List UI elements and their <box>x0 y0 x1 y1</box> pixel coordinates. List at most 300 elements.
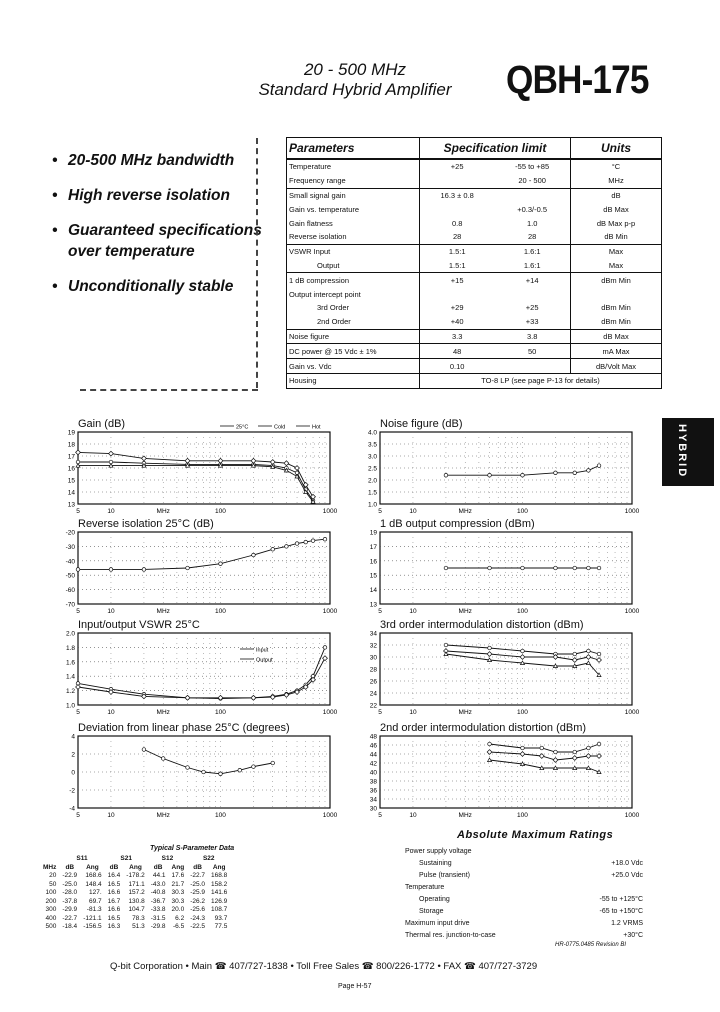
spec-cell: Gain vs. Vdc <box>287 359 420 374</box>
plot-frame <box>78 432 330 504</box>
frequency-range-heading: 20 - 500 MHz <box>303 60 407 79</box>
spec-cell <box>494 359 570 374</box>
y-tick-label: 42 <box>369 760 377 768</box>
series-line <box>78 452 313 496</box>
sparam-cell: 44.1 <box>152 872 166 879</box>
chart-plot <box>54 733 338 824</box>
spec-cell: +0.3/-0.5 <box>517 204 548 214</box>
feature-item: • 20-500 MHz bandwidth <box>52 150 262 171</box>
sparam-cell: -6.5 <box>173 923 185 930</box>
data-point <box>444 473 448 477</box>
sparam-row <box>40 915 230 924</box>
y-tick-label: 36 <box>369 787 377 795</box>
spec-cell: +25 <box>420 159 495 174</box>
spec-cell: Max <box>571 244 662 258</box>
spec-cell <box>494 287 570 301</box>
spec-row <box>287 244 662 258</box>
sparam-cell: 16.4 <box>107 872 121 879</box>
feature-list <box>52 150 262 311</box>
data-point <box>520 752 525 757</box>
y-tick-label: -30 <box>65 543 75 551</box>
chart-plot <box>356 429 640 520</box>
data-point <box>202 770 206 774</box>
sparam-col-header: dB <box>109 863 119 871</box>
spec-cell: -55 to +85 <box>515 162 550 172</box>
x-tick-label: 5 <box>76 608 80 615</box>
x-tick-label: MHz <box>156 709 170 716</box>
sparam-cell: -31.5 <box>150 914 166 922</box>
x-tick-label: 10 <box>107 812 115 819</box>
x-tick-label: 10 <box>409 508 417 515</box>
data-point <box>311 539 315 543</box>
data-point <box>185 695 190 700</box>
spec-row <box>287 359 662 374</box>
spec-row <box>287 202 662 216</box>
sparam-cell: -29.8 <box>150 923 166 930</box>
series-line <box>78 466 313 502</box>
sparam-cell: -36.7 <box>150 897 166 905</box>
spec-cell: Output intercept point <box>289 289 361 299</box>
spec-cell: 20 - 500 <box>518 176 546 186</box>
sparam-cell: -43.0 <box>150 880 166 888</box>
x-tick-label: 1000 <box>322 709 338 716</box>
abs-max-row <box>405 894 643 906</box>
y-tick-label: 16 <box>67 465 75 473</box>
y-tick-label: 15 <box>369 572 377 580</box>
abs-max-label: Temperature <box>405 884 445 891</box>
data-point <box>109 451 114 456</box>
sparam-cell: 30.3 <box>171 889 185 896</box>
series-line <box>490 760 600 772</box>
y-tick-label: 19 <box>369 529 377 537</box>
series-line <box>78 658 325 698</box>
sparam-cell: 158.2 <box>211 880 228 888</box>
x-tick-label: 5 <box>76 812 80 819</box>
y-tick-label: -70 <box>65 601 75 609</box>
abs-max-label: Power supply voltage <box>405 848 472 855</box>
spec-cell: mA Max <box>571 344 662 359</box>
y-tick-label: 38 <box>369 778 377 786</box>
sparam-cell: 16.6 <box>107 906 121 913</box>
spec-row <box>287 259 662 273</box>
data-point <box>573 566 577 570</box>
sparam-group: S22 <box>202 855 215 862</box>
spec-cell: TO-8 LP (see page P-13 for details) <box>420 373 662 388</box>
y-tick-label: 22 <box>369 702 377 710</box>
data-point <box>553 758 558 763</box>
chart-title: Noise figure (dB) <box>380 418 463 430</box>
data-point <box>323 656 328 661</box>
x-tick-label: MHz <box>156 812 170 819</box>
data-point <box>251 695 256 700</box>
sparam-cell: 69.7 <box>88 897 102 905</box>
data-point <box>142 748 146 752</box>
data-point <box>444 566 448 570</box>
sparam-cell: -121.1 <box>83 914 102 922</box>
y-tick-label: 1.8 <box>65 644 75 652</box>
x-tick-label: MHz <box>458 812 472 819</box>
sparam-cell: 130.8 <box>128 897 145 905</box>
spec-cell: 28 <box>420 230 495 244</box>
y-tick-label: 2.5 <box>367 465 377 473</box>
sparam-col-header: Ang <box>129 863 142 871</box>
x-tick-label: 1000 <box>322 812 338 819</box>
sparam-col-header: Ang <box>212 863 226 871</box>
spec-cell: Reverse isolation <box>289 232 347 242</box>
y-tick-label: 14 <box>369 587 377 595</box>
sparam-group: S12 <box>161 855 174 862</box>
sparam-cell: 126.9 <box>211 897 228 905</box>
sparam-cell: 168.8 <box>211 872 228 879</box>
data-point <box>539 754 544 759</box>
spec-cell: dBm Min <box>571 301 662 315</box>
data-point <box>521 649 525 653</box>
x-tick-label: 1000 <box>624 812 640 819</box>
sparam-cell: 400 <box>45 914 57 922</box>
sparam-cell: 77.5 <box>214 923 228 930</box>
chart-plot <box>356 529 640 620</box>
sparam-cell: -25.0 <box>62 880 78 888</box>
sparam-cell: -40.8 <box>150 889 166 896</box>
sparam-cell: -25.9 <box>190 889 206 896</box>
abs-max-value <box>566 882 643 894</box>
spec-row <box>287 159 662 174</box>
x-tick-label: 5 <box>76 508 80 515</box>
x-tick-label: MHz <box>156 608 170 615</box>
spec-cell: Small signal gain <box>287 188 420 202</box>
y-tick-label: 30 <box>369 654 377 662</box>
chart-plot <box>356 630 640 721</box>
spec-cell: dB Min <box>571 230 662 244</box>
x-tick-label: 100 <box>215 812 226 819</box>
data-point <box>285 545 289 549</box>
data-point <box>323 646 327 650</box>
data-point <box>488 658 492 662</box>
data-point <box>597 742 601 746</box>
data-point <box>488 758 492 762</box>
feature-divider-vertical <box>256 138 258 388</box>
chart-title: Reverse isolation 25°C (dB) <box>78 518 214 530</box>
y-tick-label: 28 <box>369 666 377 674</box>
sparam-cell: -22.9 <box>62 872 78 879</box>
series-line <box>78 647 325 698</box>
data-point <box>161 757 165 761</box>
y-tick-label: -4 <box>69 805 75 813</box>
spec-cell: Gain flatness <box>289 218 333 228</box>
spec-cell <box>420 174 495 188</box>
abs-max-value <box>566 846 643 858</box>
spec-cell: 0.8 <box>420 216 495 230</box>
data-point <box>76 568 80 572</box>
plot-frame <box>380 736 632 808</box>
spec-cell <box>420 202 495 216</box>
chart-title: 2nd order intermodulation distortion (dBm) <box>380 722 587 734</box>
x-tick-label: 10 <box>107 608 115 615</box>
spec-row <box>287 373 662 388</box>
sparam-cell: 16.3 <box>107 923 121 930</box>
x-tick-label: 10 <box>107 709 115 716</box>
chart-plot <box>356 733 640 824</box>
data-point <box>218 458 223 463</box>
data-point <box>488 646 492 650</box>
spec-row <box>287 216 662 230</box>
chart-title: Gain (dB) <box>78 418 126 430</box>
spec-cell: 2nd Order <box>317 317 351 327</box>
abs-max-row <box>405 846 643 858</box>
y-tick-label: 2.0 <box>367 477 377 485</box>
abs-max-label: Storage <box>419 908 444 915</box>
sparam-cell: -26.2 <box>190 897 206 905</box>
sparam-col-header: Ang <box>171 863 185 871</box>
sparam-cell: -81.3 <box>86 906 102 913</box>
x-tick-label: 100 <box>517 709 528 716</box>
data-point <box>597 464 601 468</box>
spec-cell: 16.3 ± 0.8 <box>420 188 495 202</box>
data-point <box>487 652 492 657</box>
spec-table <box>286 137 662 389</box>
abs-max-value: 1.2 VRMS <box>611 920 643 927</box>
sparam-cell: 17.6 <box>171 872 185 879</box>
x-tick-label: 5 <box>378 812 382 819</box>
chart-title: 1 dB output compression (dBm) <box>380 518 535 530</box>
spec-row <box>287 287 662 301</box>
spec-cell: 1.5:1 <box>420 244 495 258</box>
spec-cell: MHz <box>571 174 662 188</box>
x-tick-label: MHz <box>458 608 472 615</box>
sparam-cell: -33.8 <box>150 906 166 913</box>
spec-row <box>287 188 662 202</box>
spec-cell: °C <box>571 159 662 174</box>
data-point <box>109 464 113 468</box>
sparam-row <box>40 881 230 890</box>
sparam-row <box>40 872 230 881</box>
spec-cell: +29 <box>420 301 495 315</box>
y-tick-label: 26 <box>369 678 377 686</box>
y-tick-label: 24 <box>369 690 377 698</box>
data-point <box>573 750 577 754</box>
data-point <box>597 566 601 570</box>
spec-header-parameters: Parameters <box>287 138 420 160</box>
spec-cell: dB Max p-p <box>571 216 662 230</box>
abs-max-value: +25.0 Vdc <box>611 872 643 879</box>
y-tick-label: 2 <box>71 751 75 759</box>
abs-max-row <box>405 882 643 894</box>
chart-plot <box>54 529 338 620</box>
x-tick-label: 10 <box>409 608 417 615</box>
sparam-cell: 20 <box>49 872 57 879</box>
abs-max-row <box>405 858 643 870</box>
contact-footer: Q-bit Corporation • Main ☎ 407/727-1838 • Toll Free Sales ☎ 800/226-1772 • FAX ☎ 407/727-3729 <box>110 961 538 972</box>
data-point <box>186 566 190 570</box>
y-tick-label: 0 <box>71 769 75 777</box>
data-point <box>76 685 81 690</box>
data-point <box>252 765 256 769</box>
legend-label: Output <box>256 657 273 664</box>
abs-max-table <box>405 846 643 942</box>
sparam-cell: -28.0 <box>62 889 78 896</box>
plot-frame <box>78 532 330 604</box>
sparam-cell: 21.7 <box>171 880 185 888</box>
y-tick-label: 18 <box>67 441 75 449</box>
y-tick-label: 1.2 <box>65 688 75 696</box>
data-point <box>573 471 577 475</box>
spec-header-limit: Specification limit <box>420 138 571 160</box>
data-point <box>597 658 602 663</box>
sparam-cell: 141.6 <box>211 889 228 896</box>
sparam-title: Typical S-Parameter Data <box>150 845 235 852</box>
y-tick-label: 17 <box>67 453 75 461</box>
sparam-group: S11 <box>76 855 88 862</box>
x-tick-label: MHz <box>458 508 472 515</box>
abs-max-label: Sustaining <box>419 860 452 867</box>
legend-label: Hot <box>312 424 321 431</box>
x-tick-label: MHz <box>156 508 170 515</box>
sparam-cell: 51.3 <box>132 923 145 930</box>
spec-cell: 1.5:1 <box>420 259 495 273</box>
spec-cell: Output <box>317 260 340 270</box>
sparam-row <box>40 898 230 907</box>
y-tick-label: 1.0 <box>367 501 377 509</box>
x-tick-label: 1000 <box>624 508 640 515</box>
data-point <box>186 766 190 770</box>
sparam-row <box>40 923 230 932</box>
x-tick-label: 100 <box>215 608 226 615</box>
data-point <box>553 664 557 668</box>
sparam-cell: 104.7 <box>128 906 145 913</box>
y-tick-label: 32 <box>369 642 377 650</box>
y-tick-label: 2.0 <box>65 630 75 638</box>
data-point <box>587 649 591 653</box>
legend-label: Input <box>256 647 269 654</box>
x-tick-label: 100 <box>517 812 528 819</box>
x-tick-label: 100 <box>215 709 226 716</box>
abs-max-title: Absolute Maximum Ratings <box>457 829 614 841</box>
y-tick-label: 15 <box>67 477 75 485</box>
spec-cell <box>494 188 570 202</box>
data-point <box>304 540 308 544</box>
y-tick-label: 44 <box>369 751 377 759</box>
spec-cell: 0.10 <box>420 359 495 374</box>
spec-cell: dBm Min <box>571 273 662 287</box>
sparam-cell: -178.2 <box>126 872 145 879</box>
data-point <box>587 566 591 570</box>
abs-max-row <box>405 918 643 930</box>
spec-row <box>287 174 662 188</box>
spec-cell: 28 <box>527 232 537 242</box>
data-point <box>238 768 242 772</box>
sparam-cell: 6.2 <box>175 914 185 922</box>
feature-item: • Unconditionally stable <box>52 276 262 297</box>
document-reference: HR-0775.0485 Revision BI <box>555 942 627 948</box>
data-point <box>487 750 492 755</box>
sparam-table <box>40 855 230 932</box>
y-tick-label: 1.4 <box>65 673 75 681</box>
spec-row <box>287 301 662 315</box>
plot-frame <box>78 633 330 705</box>
sparam-cell: 127. <box>88 889 102 896</box>
data-point <box>586 754 591 759</box>
spec-cell: Frequency range <box>289 176 346 186</box>
y-tick-label: -60 <box>65 587 75 595</box>
y-tick-label: 1.6 <box>65 659 75 667</box>
spec-cell: dB/Volt Max <box>571 359 662 374</box>
spec-cell <box>420 287 495 301</box>
data-point <box>521 566 525 570</box>
data-point <box>540 766 544 770</box>
data-point <box>219 772 223 776</box>
spec-cell: 1.6:1 <box>494 244 570 258</box>
data-point <box>488 742 492 746</box>
spec-cell: Housing <box>287 373 420 388</box>
spec-cell: dB <box>571 188 662 202</box>
y-tick-label: 4 <box>71 733 75 741</box>
chart-title: Input/output VSWR 25°C <box>78 619 200 631</box>
x-tick-label: 100 <box>517 508 528 515</box>
sparam-col-header: dB <box>65 863 75 871</box>
data-point <box>521 473 525 477</box>
sparam-cell: 148.4 <box>85 880 102 888</box>
data-point <box>444 643 448 647</box>
y-tick-label: 1.5 <box>367 489 377 497</box>
data-point <box>597 754 602 759</box>
legend-label: 25°C <box>236 424 249 431</box>
sparam-cell: -18.4 <box>62 923 78 930</box>
y-tick-label: 1.0 <box>65 702 75 710</box>
data-point <box>444 652 448 656</box>
x-tick-label: MHz <box>458 709 472 716</box>
y-tick-label: 14 <box>67 489 75 497</box>
sparam-cell: 157.2 <box>128 889 145 896</box>
sparam-cell: -24.3 <box>190 914 206 922</box>
sparam-cell: -37.8 <box>62 897 78 905</box>
y-tick-label: -2 <box>69 787 75 795</box>
abs-max-row <box>405 870 643 882</box>
y-tick-label: -50 <box>65 572 75 580</box>
data-point <box>271 761 275 765</box>
data-point <box>597 770 601 774</box>
data-point <box>586 655 591 660</box>
spec-cell: +33 <box>525 317 539 327</box>
sparam-row <box>40 906 230 915</box>
sparam-group: S21 <box>120 855 132 862</box>
y-tick-label: 34 <box>369 630 377 638</box>
spec-cell <box>571 287 662 301</box>
data-point <box>109 568 113 572</box>
spec-cell: +14 <box>494 273 570 287</box>
abs-max-label: Pulse (transient) <box>419 872 470 879</box>
abs-max-label: Operating <box>419 896 450 903</box>
abs-max-label: Maximum input drive <box>405 920 470 927</box>
data-point <box>295 466 300 471</box>
legend-label: Cold <box>274 424 286 431</box>
y-tick-label: 19 <box>67 429 75 437</box>
x-tick-label: 5 <box>378 608 382 615</box>
y-tick-label: 40 <box>369 769 377 777</box>
sparam-cell: -156.5 <box>83 923 102 930</box>
data-point <box>572 756 577 761</box>
spec-row <box>287 273 662 287</box>
data-point <box>520 655 525 660</box>
data-point <box>572 658 577 663</box>
data-point <box>251 458 256 463</box>
data-point <box>488 473 492 477</box>
spec-row <box>287 344 662 359</box>
sparam-col-header: dB <box>153 863 163 871</box>
data-point <box>142 456 147 461</box>
x-tick-label: 1000 <box>322 508 338 515</box>
spec-cell: 3.8 <box>494 329 570 344</box>
sparam-cell: -29.9 <box>62 906 78 913</box>
